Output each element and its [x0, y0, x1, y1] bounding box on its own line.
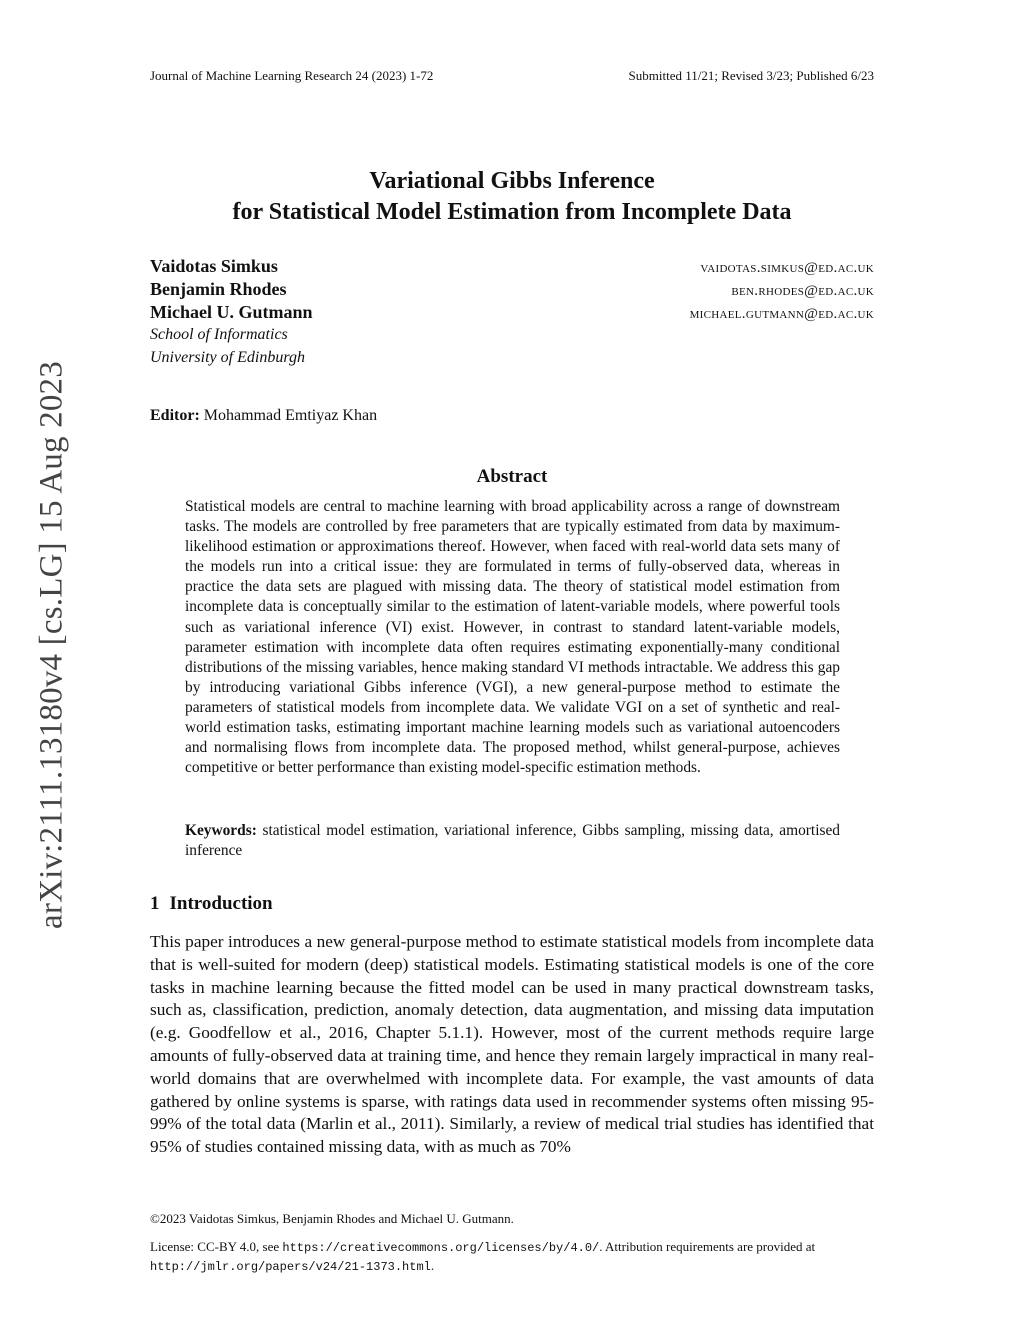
- editor-name: Mohammad Emtiyaz Khan: [203, 407, 378, 424]
- introduction-body: This paper introduces a new general-purpose method to estimate statistical models from incomplete data that is well-suited for modern (deep) statistical models. Estimating statistical models is one of the core tasks in machine learning because the fitted model can be used in many practical downstream tasks, such as, classification, prediction, anomaly detection, data augmentation, and missing data imputation (e.g. Goodfellow et al., 2016, Chapter 5.1.1). However, most of the current methods require large amounts of fully-observed data at training time, and hence they remain largely impractical in many real-world domains that are overwhelmed with incomplete data. For example, the vast amounts of data gathered by online systems is sparse, with ratings data used in recommender systems often missing 95-99% of the total data (Marlin et al., 2011). Similarly, a review of medical trial studies has identified that 95% of studies contained missing data, with as much as 70%: [150, 932, 874, 1157]
- license-link[interactable]: https://creativecommons.org/licenses/by/4.0/: [282, 1241, 600, 1255]
- keywords-label: Keywords:: [185, 822, 257, 839]
- author-name: Benjamin Rhodes: [150, 279, 287, 299]
- editor-label: Editor:: [150, 407, 200, 424]
- affiliation-university: University of Edinburgh: [150, 349, 305, 366]
- section-heading-introduction: [150, 893, 273, 915]
- author-email[interactable]: ben.rhodes@ed.ac.uk: [731, 283, 874, 299]
- license-mid: . Attribution requirements are provided at: [599, 1239, 816, 1254]
- author-name: Vaidotas Simkus: [150, 256, 278, 276]
- page-header: [150, 68, 874, 84]
- author-name: Michael U. Gutmann: [150, 302, 313, 322]
- license-notice: [150, 1238, 874, 1276]
- section-title: Introduction: [169, 893, 273, 914]
- license-prefix: License: CC-BY 4.0, see: [150, 1239, 280, 1254]
- paper-link[interactable]: http://jmlr.org/papers/v24/21-1373.html: [150, 1260, 431, 1274]
- author-email[interactable]: vaidotas.simkus@ed.ac.uk: [700, 260, 874, 276]
- keywords-list: statistical model estimation, variational inference, Gibbs sampling, missing data, amortised inference: [185, 822, 841, 860]
- paper-title: [0, 166, 1024, 228]
- journal-citation: Journal of Machine Learning Research 24 (2023) 1-72: [150, 68, 434, 83]
- section-number: 1: [150, 893, 160, 914]
- abstract-heading: Abstract: [476, 466, 548, 487]
- affiliation-school: School of Informatics: [150, 326, 288, 343]
- author-email[interactable]: michael.gutmann@ed.ac.uk: [689, 306, 874, 322]
- license-end: .: [430, 1258, 435, 1273]
- title-line-2: for Statistical Model Estimation from Incomplete Data: [232, 199, 792, 225]
- abstract-body: Statistical models are central to machine learning with broad applicability across a range of downstream tasks. The models are controlled by free parameters that are typically estimated from data by maximum-likelihood estimation or approximations thereof. However, when faced with real-world data sets many of the models run into a critical issue: they are formulated in terms of fully-observed data, whereas in practice the data sets are plagued with missing data. The theory of statistical model estimation from incomplete data is conceptually similar to the estimation of latent-variable models, where powerful tools such as variational inference (VI) exist. However, in contrast to standard latent-variable models, parameter estimation with incomplete data often requires estimating exponentially-many conditional distributions of the missing variables, hence making standard VI methods intractable. We address this gap by introducing variational Gibbs inference (VGI), a new general-purpose method to estimate the parameters of statistical models from incomplete data. We validate VGI on a set of synthetic and real-world estimation tasks, estimating important machine learning models such as variational autoencoders and normalising flows from incomplete data. The proposed method, whilst general-purpose, achieves competitive or better performance than existing model-specific estimation methods.: [185, 498, 840, 777]
- arxiv-stamp: arXiv:2111.13180v4 [cs.LG] 15 Aug 2023: [33, 361, 70, 929]
- submission-dates: Submitted 11/21; Revised 3/23; Published 6/23: [628, 68, 874, 83]
- editor-line: [150, 407, 377, 425]
- author-row: [150, 302, 874, 323]
- author-row: [150, 256, 874, 277]
- keywords: [185, 821, 840, 861]
- title-line-1: Variational Gibbs Inference: [369, 168, 655, 194]
- copyright-notice: ©2023 Vaidotas Simkus, Benjamin Rhodes and Michael U. Gutmann.: [150, 1211, 514, 1226]
- author-row: [150, 279, 874, 300]
